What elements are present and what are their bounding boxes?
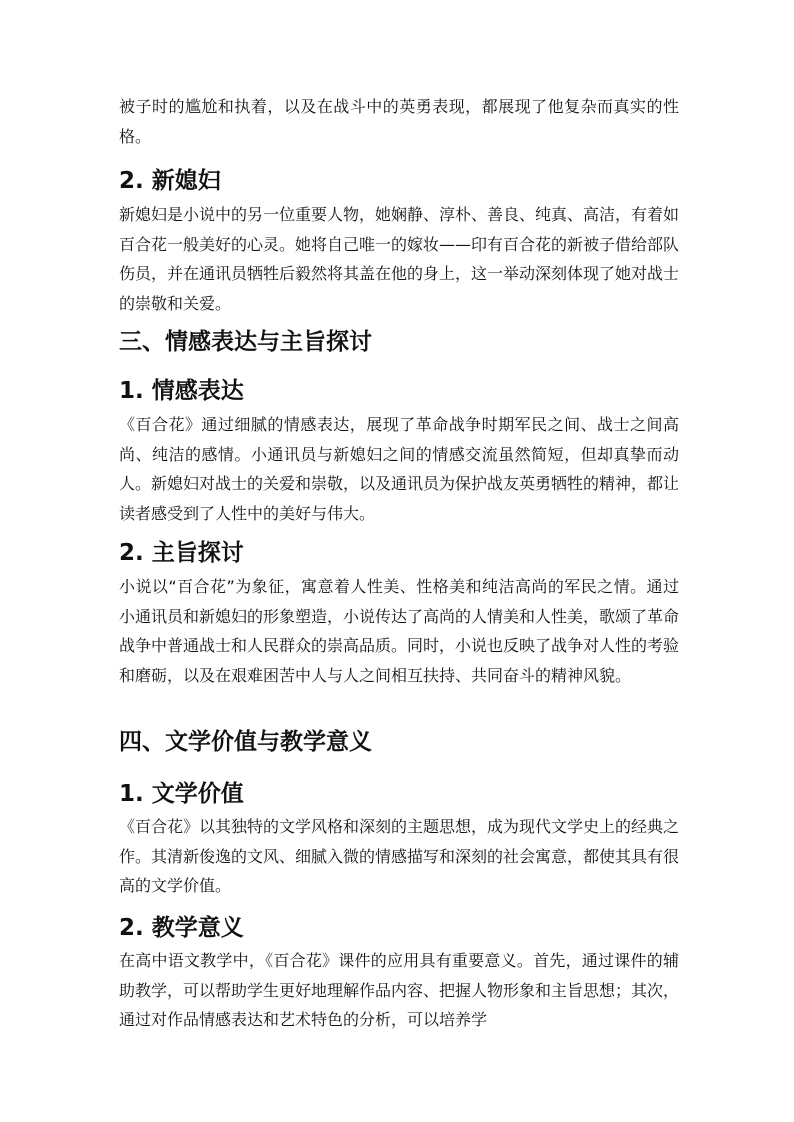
- teaching-paragraph: 在高中语文教学中，《百合花》课件的应用具有重要意义。首先，通过课件的辅助教学，可以帮助学生更好地理解作品内容、把握人物形象和主旨思想；其次，通过对作品情感表达和艺术特色的分析，可以培养学: [119, 951, 680, 1029]
- bride-paragraph: 新媳妇是小说中的另一位重要人物，她娴静、淳朴、善良、纯真、高洁，有着如百合花一般美好的心灵。她将自己唯一的嫁妆——印有百合花的新被子借给部队伤员，并在通讯员牺牲后毅然将其盖在他的身上，这一举动深刻体现了她对战士的崇敬和关爱。: [119, 205, 680, 313]
- heading-teaching: 2. 教学意义: [119, 915, 244, 941]
- intro-paragraph: 被子时的尴尬和执着，以及在战斗中的英勇表现，都展现了他复杂而真实的性格。: [119, 97, 679, 146]
- heading-theme: 2. 主旨探讨: [119, 540, 244, 566]
- theme-paragraph: 小说以“百合花”为象征，寓意着人性美、性格美和纯洁高尚的军民之情。通过小通讯员和新媳妇的形象塑造，小说传达了高尚的人情美和人性美，歌颂了革命战争中普通战士和人民群众的崇高品质。同时，小说也反映了战争对人性的考验和磨砺，以及在艰难困苦中人与人之间相互扶持、共同奋斗的精神风貌。: [119, 577, 680, 685]
- literary-paragraph: 《百合花》以其独特的文学风格和深刻的主题思想，成为现代文学史上的经典之作。其清新俊逸的文风、细腻入微的情感描写和深刻的社会寓意，都使其具有很高的文学价值。: [119, 817, 680, 895]
- heading-literary: 1. 文学价值: [119, 781, 244, 807]
- heading-bride: 2. 新媳妇: [119, 168, 221, 194]
- heading-part-four: 四、文学价值与教学意义: [119, 729, 372, 755]
- heading-part-three: 三、情感表达与主旨探讨: [119, 329, 372, 355]
- heading-emotion: 1. 情感表达: [119, 378, 244, 404]
- emotion-paragraph: 《百合花》通过细腻的情感表达，展现了革命战争时期军民之间、战士之间高尚、纯洁的感情。小通讯员与新媳妇之间的情感交流虽然简短，但却真挚而动人。新媳妇对战士的关爱和崇敬，以及通讯员为保护战友英勇牺牲的精神，都让读者感受到了人性中的美好与伟大。: [119, 415, 680, 523]
